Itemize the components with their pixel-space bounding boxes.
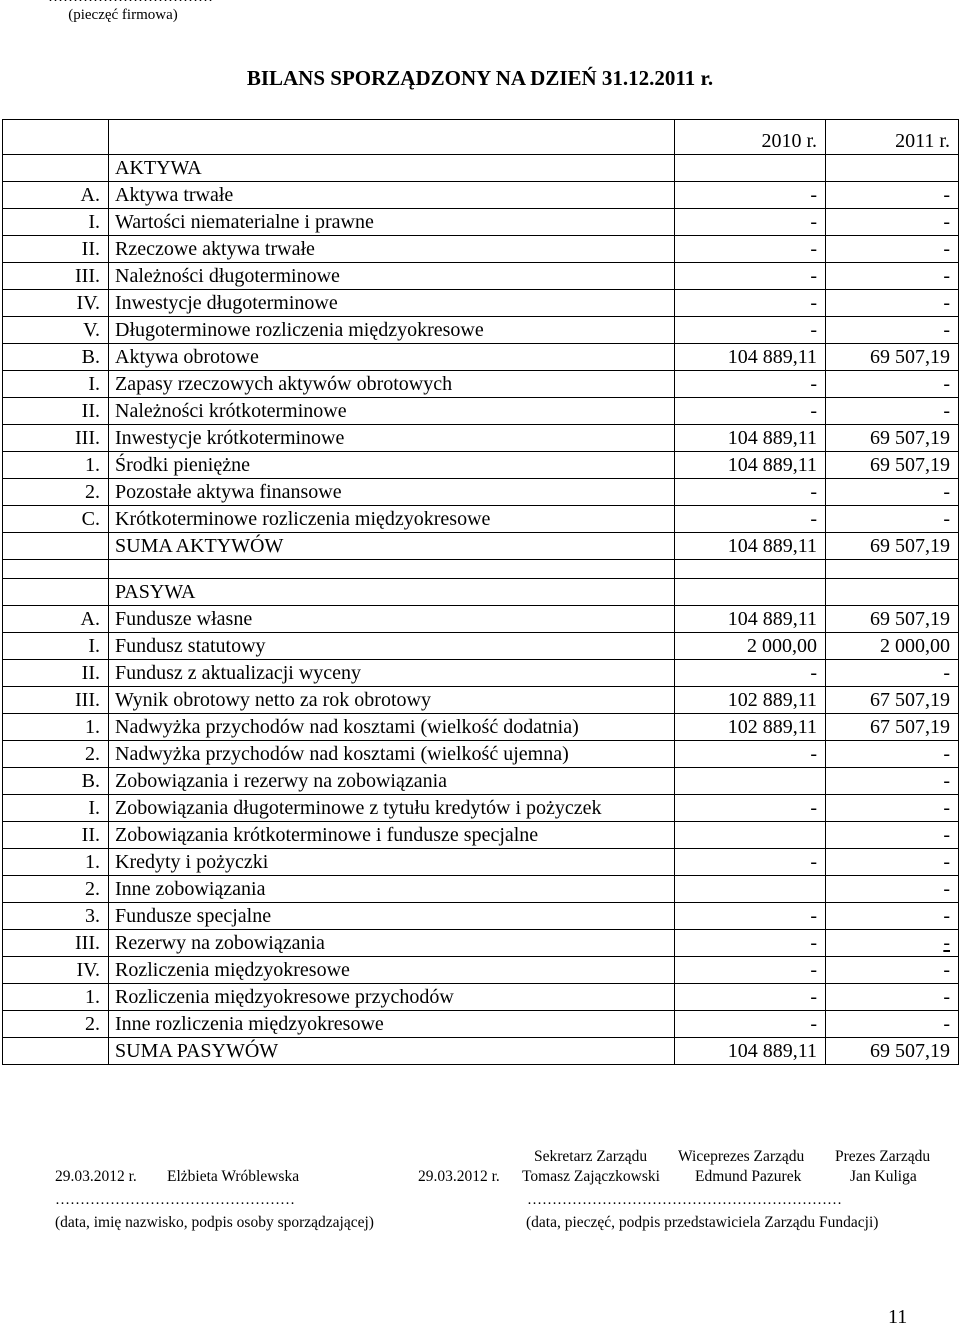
value-2011: - — [826, 317, 959, 344]
value-2010: - — [675, 317, 826, 344]
right-date: 29.03.2012 r. — [418, 1168, 500, 1185]
row-number: 2. — [3, 479, 109, 506]
table-row — [3, 344, 959, 371]
row-number: III. — [3, 687, 109, 714]
row-label: Pozostałe aktywa finansowe — [109, 479, 675, 506]
value-2011: - — [826, 479, 959, 506]
table-row — [3, 479, 959, 506]
value-2011 — [826, 579, 959, 606]
value-2010: - — [675, 182, 826, 209]
value-2011: - — [826, 506, 959, 533]
row-number: I. — [3, 209, 109, 236]
row-number: II. — [3, 236, 109, 263]
row-number — [3, 560, 109, 579]
table-row — [3, 236, 959, 263]
table-row — [3, 822, 959, 849]
value-2011: 67 507,19 — [826, 714, 959, 741]
row-number: 1. — [3, 849, 109, 876]
row-label: Inne zobowiązania — [109, 876, 675, 903]
value-2010: 104 889,11 — [675, 425, 826, 452]
table-row — [3, 1038, 959, 1065]
value-2011: - — [826, 1011, 959, 1038]
left-signature-caption: (data, imię nazwisko, podpis osoby sporządzającej) — [55, 1214, 374, 1231]
value-2010: - — [675, 849, 826, 876]
row-label: Rezerwy na zobowiązania — [109, 930, 675, 957]
left-date: 29.03.2012 r. — [55, 1168, 137, 1185]
value-2011: - — [826, 290, 959, 317]
right-signature-line: ……………………………………………………… — [527, 1192, 842, 1208]
value-2011: - — [826, 741, 959, 768]
balance-sheet-table — [2, 119, 959, 1065]
value-2011: 69 507,19 — [826, 425, 959, 452]
value-2011: 69 507,19 — [826, 606, 959, 633]
row-number — [3, 1038, 109, 1065]
role-president: Prezes Zarządu — [835, 1148, 931, 1165]
value-2011: - — [826, 236, 959, 263]
row-number: 1. — [3, 452, 109, 479]
table-row — [3, 714, 959, 741]
value-2011: - — [826, 263, 959, 290]
row-label: Należności długoterminowe — [109, 263, 675, 290]
table-row — [3, 606, 959, 633]
header-row — [3, 120, 959, 155]
table-row — [3, 290, 959, 317]
row-label: Nadwyżka przychodów nad kosztami (wielkość ujemna) — [109, 741, 675, 768]
row-label: SUMA AKTYWÓW — [109, 533, 675, 560]
right-signature-caption: (data, pieczęć, podpis przedstawiciela Zarządu Fundacji) — [526, 1214, 879, 1231]
table-row — [3, 506, 959, 533]
header-num-cell — [3, 120, 109, 155]
value-2011: - — [826, 849, 959, 876]
value-2011 — [826, 560, 959, 579]
row-label: SUMA PASYWÓW — [109, 1038, 675, 1065]
row-label: Należności krótkoterminowe — [109, 398, 675, 425]
value-2010: - — [675, 290, 826, 317]
value-2011: - — [826, 398, 959, 425]
row-number: I. — [3, 371, 109, 398]
row-label: Nadwyżka przychodów nad kosztami (wielkość dodatnia) — [109, 714, 675, 741]
table-row — [3, 768, 959, 795]
row-label: Inne rozliczenia międzyokresowe — [109, 1011, 675, 1038]
table-row — [3, 984, 959, 1011]
row-number: III. — [3, 930, 109, 957]
value-2010: 2 000,00 — [675, 633, 826, 660]
value-2011: - — [826, 930, 959, 957]
row-number: IV. — [3, 957, 109, 984]
role-secretary: Sekretarz Zarządu — [534, 1148, 648, 1165]
value-2011: - — [826, 768, 959, 795]
table-row — [3, 1011, 959, 1038]
row-label: Kredyty i pożyczki — [109, 849, 675, 876]
value-2010: - — [675, 930, 826, 957]
value-2011: - — [826, 876, 959, 903]
table-row — [3, 633, 959, 660]
value-2010 — [675, 579, 826, 606]
value-2010: - — [675, 506, 826, 533]
table-row — [3, 452, 959, 479]
row-label — [109, 560, 675, 579]
value-2010: 102 889,11 — [675, 687, 826, 714]
secretary-name: Tomasz Zajączkowski — [522, 1168, 660, 1185]
value-2011: 69 507,19 — [826, 452, 959, 479]
row-number: B. — [3, 344, 109, 371]
row-label: Aktywa obrotowe — [109, 344, 675, 371]
header-2011: 2011 r. — [826, 120, 959, 155]
value-2010 — [675, 768, 826, 795]
row-number: B. — [3, 768, 109, 795]
value-2010: - — [675, 398, 826, 425]
table-row — [3, 317, 959, 344]
row-label: Zapasy rzeczowych aktywów obrotowych — [109, 371, 675, 398]
row-number: 2. — [3, 1011, 109, 1038]
row-label: Wartości niematerialne i prawne — [109, 209, 675, 236]
table-row — [3, 533, 959, 560]
row-number: 3. — [3, 903, 109, 930]
value-2011: - — [826, 209, 959, 236]
row-number — [3, 533, 109, 560]
value-2010: - — [675, 984, 826, 1011]
table-row — [3, 903, 959, 930]
row-number: II. — [3, 398, 109, 425]
value-2010: 102 889,11 — [675, 714, 826, 741]
row-label: Fundusz statutowy — [109, 633, 675, 660]
value-2011: - — [826, 660, 959, 687]
row-number: I. — [3, 633, 109, 660]
value-2011 — [826, 155, 959, 182]
row-label: Krótkoterminowe rozliczenia międzyokresowe — [109, 506, 675, 533]
row-label: AKTYWA — [109, 155, 675, 182]
table-row — [3, 957, 959, 984]
table-row — [3, 579, 959, 606]
row-label: Fundusze specjalne — [109, 903, 675, 930]
value-2010 — [675, 155, 826, 182]
row-label: Wynik obrotowy netto za rok obrotowy — [109, 687, 675, 714]
row-number: C. — [3, 506, 109, 533]
row-label: Rozliczenia międzyokresowe — [109, 957, 675, 984]
table-row — [3, 182, 959, 209]
row-number: A. — [3, 606, 109, 633]
row-number: 1. — [3, 984, 109, 1011]
value-2011: 69 507,19 — [826, 533, 959, 560]
value-2010: 104 889,11 — [675, 344, 826, 371]
table-row — [3, 741, 959, 768]
value-2011: - — [826, 903, 959, 930]
row-number: 2. — [3, 876, 109, 903]
table-row — [3, 263, 959, 290]
row-label: PASYWA — [109, 579, 675, 606]
value-2010: - — [675, 957, 826, 984]
row-label: Inwestycje krótkoterminowe — [109, 425, 675, 452]
row-number: III. — [3, 263, 109, 290]
row-label: Fundusze własne — [109, 606, 675, 633]
row-number: I. — [3, 795, 109, 822]
company-stamp — [48, 0, 198, 24]
value-2010: - — [675, 741, 826, 768]
row-label: Zobowiązania długoterminowe z tytułu kredytów i pożyczek — [109, 795, 675, 822]
value-2011: - — [826, 371, 959, 398]
value-2010: - — [675, 371, 826, 398]
table-row — [3, 660, 959, 687]
table-row — [3, 209, 959, 236]
value-2010 — [675, 822, 826, 849]
row-number: II. — [3, 822, 109, 849]
row-label: Inwestycje długoterminowe — [109, 290, 675, 317]
value-2010 — [675, 560, 826, 579]
row-number — [3, 155, 109, 182]
row-number — [3, 579, 109, 606]
row-label: Rzeczowe aktywa trwałe — [109, 236, 675, 263]
value-2010 — [675, 876, 826, 903]
value-2010: - — [675, 263, 826, 290]
table-row — [3, 155, 959, 182]
row-label: Zobowiązania krótkoterminowe i fundusze specjalne — [109, 822, 675, 849]
row-label: Środki pieniężne — [109, 452, 675, 479]
value-2010: - — [675, 660, 826, 687]
role-vice-president: Wiceprezes Zarządu — [678, 1148, 805, 1165]
value-2010: - — [675, 236, 826, 263]
value-2011: 67 507,19 — [826, 687, 959, 714]
value-2011: 2 000,00 — [826, 633, 959, 660]
value-2011: 69 507,19 — [826, 1038, 959, 1065]
row-label: Fundusz z aktualizacji wyceny — [109, 660, 675, 687]
table-row — [3, 876, 959, 903]
table-row — [3, 398, 959, 425]
value-2010: - — [675, 1011, 826, 1038]
value-2011: - — [826, 182, 959, 209]
value-2010: - — [675, 479, 826, 506]
row-number: IV. — [3, 290, 109, 317]
row-label: Zobowiązania i rezerwy na zobowiązania — [109, 768, 675, 795]
header-2010: 2010 r. — [675, 120, 826, 155]
value-2010: - — [675, 209, 826, 236]
table-row — [3, 425, 959, 452]
header-name-cell — [109, 120, 675, 155]
stamp-label: (pieczęć firmowa) — [68, 7, 178, 23]
value-2011: - — [826, 822, 959, 849]
president-name: Jan Kuliga — [850, 1168, 917, 1185]
row-label: Długoterminowe rozliczenia międzyokresowe — [109, 317, 675, 344]
preparer-name: Elżbieta Wróblewska — [167, 1168, 300, 1185]
table-row — [3, 795, 959, 822]
row-label: Aktywa trwałe — [109, 182, 675, 209]
row-number: 1. — [3, 714, 109, 741]
value-2011: - — [826, 984, 959, 1011]
table-row — [3, 849, 959, 876]
value-2010: 104 889,11 — [675, 533, 826, 560]
row-label: Rozliczenia międzyokresowe przychodów — [109, 984, 675, 1011]
table-row — [3, 371, 959, 398]
table-row — [3, 687, 959, 714]
document-title: BILANS SPORZĄDZONY NA DZIEŃ 31.12.2011 r. — [246, 66, 714, 90]
row-number: 2. — [3, 741, 109, 768]
table-row — [3, 930, 959, 957]
table-row — [3, 560, 959, 579]
value-2011: 69 507,19 — [826, 344, 959, 371]
page-number: 11 — [888, 1306, 908, 1328]
left-signature-line: ………………………………………… — [55, 1192, 295, 1208]
row-number: A. — [3, 182, 109, 209]
value-2010: - — [675, 903, 826, 930]
row-number: III. — [3, 425, 109, 452]
value-2011: - — [826, 795, 959, 822]
value-2010: 104 889,11 — [675, 606, 826, 633]
vice-president-name: Edmund Pazurek — [695, 1168, 802, 1185]
value-2010: - — [675, 795, 826, 822]
row-number: II. — [3, 660, 109, 687]
value-2010: 104 889,11 — [675, 1038, 826, 1065]
row-number: V. — [3, 317, 109, 344]
value-2010: 104 889,11 — [675, 452, 826, 479]
value-2011: - — [826, 957, 959, 984]
